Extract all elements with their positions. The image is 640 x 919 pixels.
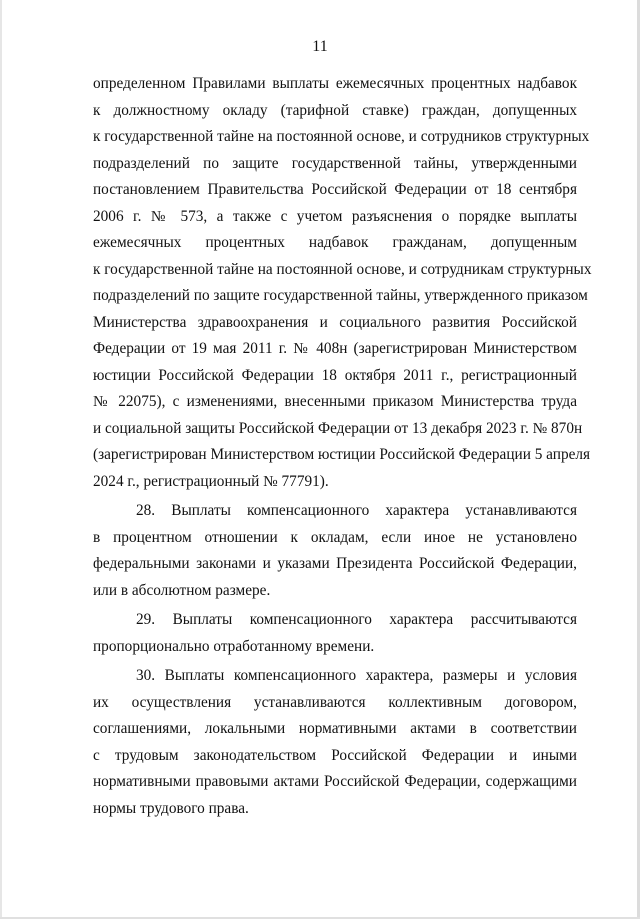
page-number: 11	[312, 38, 328, 55]
text-line: подразделений по защите государственной тайны, утвержденными	[93, 154, 577, 172]
scan-edge-left	[0, 0, 2, 919]
text-line: 30. Выплаты компенсационного характера, размеры и условия	[136, 667, 577, 684]
text-line: в процентном отношении к окладам, если иное не установлено	[93, 528, 577, 546]
text-line: нормы трудового права.	[93, 799, 249, 817]
text-line: 29. Выплаты компенсационного характера рассчитываются	[136, 611, 577, 628]
text-line: федеральными законами и указами Президента Российской Федерации,	[93, 555, 577, 572]
text-line: пропорционально отработанному времени.	[93, 637, 375, 655]
text-line: определенном Правилами выплаты ежемесячных процентных надбавок	[93, 75, 577, 92]
paragraph-continuation	[93, 71, 592, 495]
text-line: соглашениями, локальными нормативными актами в соответствии	[93, 720, 577, 737]
paragraph-28	[93, 498, 577, 604]
text-line: Министерства здравоохранения и социального развития Российской	[93, 313, 577, 331]
text-line: к государственной тайне на постоянной основе, и сотрудников структурных	[93, 128, 590, 145]
text-line: подразделений по защите государственной тайны, утвержденного приказом	[93, 287, 588, 304]
text-line: 28. Выплаты компенсационного характера устанавливаются	[136, 502, 577, 519]
text-line: (зарегистрирован Министерством юстиции Российской Федерации 5 апреля	[93, 446, 591, 463]
text-line: постановлением Правительства Российской Федерации от 18 сентября	[93, 181, 577, 198]
text-line: нормативными правовыми актами Российской Федерации, содержащими	[93, 773, 577, 790]
paragraph-29	[93, 607, 577, 660]
text-line: юстиции Российской Федерации 18 октября 2011 г., регистрационный	[93, 366, 577, 384]
text-line: № 22075), с изменениями, внесенными приказом Министерства труда	[93, 393, 577, 410]
paragraph-30	[93, 663, 577, 822]
text-line: ежемесячных процентных надбавок гражданам, допущенным	[93, 234, 577, 251]
document-body	[93, 71, 592, 822]
text-line: их осуществления устанавливаются коллективным договором,	[93, 693, 577, 711]
text-line: к должностному окладу (тарифной ставке) граждан, допущенных	[93, 101, 577, 119]
text-line: 2024 г., регистрационный № 77791).	[93, 472, 329, 490]
text-line: к государственной тайне на постоянной основе, и сотрудникам структурных	[93, 260, 592, 278]
text-line: Федерации от 19 мая 2011 г. № 408н (зарегистрирован Министерством	[93, 340, 577, 357]
text-line: или в абсолютном размере.	[93, 581, 271, 599]
text-line: и социальной защиты Российской Федерации от 13 декабря 2023 г. № 870н	[93, 419, 583, 437]
text-line: 2006 г. № 573, а также с учетом разъяснения о порядке выплаты	[93, 207, 577, 225]
text-line: с трудовым законодательством Российской Федерации и иными	[93, 746, 577, 764]
